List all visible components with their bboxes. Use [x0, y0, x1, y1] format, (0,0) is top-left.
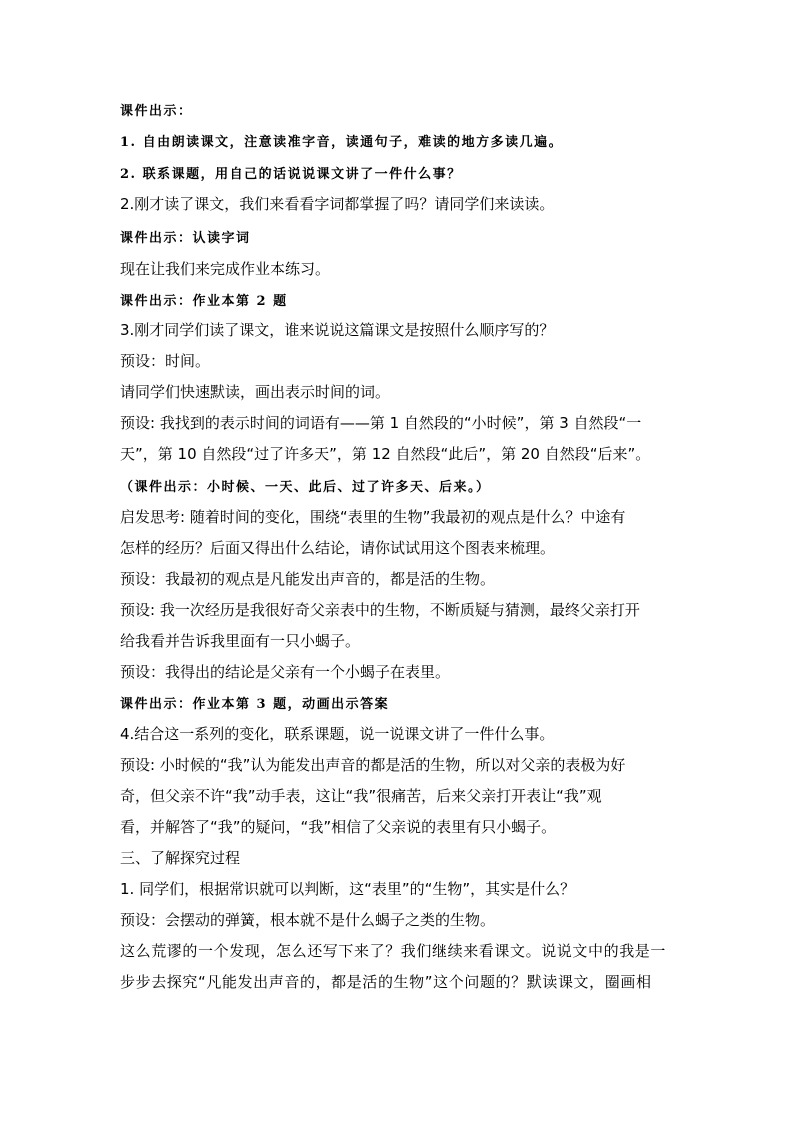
- text-line: 步步去探究“凡能发出声音的，都是活的生物”这个问题的？默读课文，圈画相: [120, 973, 652, 991]
- text-line: 预设：时间。: [120, 352, 211, 370]
- text-line: 预设: 小时候的“我”认为能发出声音的都是活的生物，所以对父亲的表极为好: [120, 756, 626, 774]
- section-heading: 三、了解探究过程: [120, 849, 241, 867]
- text-line: 看，并解答了“我”的疑问，“我”相信了父亲说的表里有只小蝎子。: [120, 818, 557, 836]
- text-line: 启发思考: 随着时间的变化，围绕“表里的生物”我最初的观点是什么？中途有: [120, 508, 626, 526]
- text-line: 现在让我们来完成作业本练习。: [120, 260, 331, 278]
- text-line: 预设：我最初的观点是凡能发出声音的，都是活的生物。: [120, 570, 496, 588]
- text-line: 4.结合这一系列的变化，联系课题，说一说课文讲了一件什么事。: [120, 725, 555, 743]
- text-line: 这么荒谬的一个发现，怎么还写下来了？我们继续来看课文。说说文中的我是一: [120, 942, 667, 960]
- text-line: 预设: 我找到的表示时间的词语有——第 1 自然段的“小时候”，第 3 自然段“一: [120, 414, 642, 432]
- text-line: 怎样的经历？后面又得出什么结论，请你试试用这个图表来梳理。: [120, 539, 556, 557]
- text-line: 课件出示：作业本第 2 题: [120, 294, 288, 309]
- text-line: 课件出示：作业本第 3 题，动画出示答案: [120, 697, 390, 712]
- text-line: 预设: 我一次经历是我很好奇父亲表中的生物，不断质疑与猜测，最终父亲打开: [120, 601, 640, 619]
- text-line: 课件出示：认读字词: [120, 231, 251, 246]
- text-line: 1. 自由朗读课文，注意读准字音，读通句子，难读的地方多读几遍。: [120, 135, 564, 150]
- text-line: 预设：我得出的结论是父亲有一个小蝎子在表里。: [120, 663, 451, 681]
- text-line: 1. 同学们，根据常识就可以判断，这“表里”的“生物”，其实是什么？: [120, 880, 576, 898]
- text-line: 2.刚才读了课文，我们来看看字词都掌握了吗？请同学们来读读。: [120, 195, 555, 213]
- text-line: 课件出示：: [120, 104, 193, 119]
- text-line: 天”，第 10 自然段“过了许多天”，第 12 自然段“此后”，第 20 自然段“后来”。: [120, 445, 651, 463]
- text-line: 2. 联系课题，用自己的话说说课文讲了一件什么事？: [120, 167, 462, 182]
- text-line: 给我看并告诉我里面有一只小蝎子。: [120, 632, 361, 650]
- text-line: 奇，但父亲不许“我”动手表，这让“我”很痛苦，后来父亲打开表让“我”观: [120, 787, 602, 805]
- text-line: 预设：会摆动的弹簧，根本就不是什么蝎子之类的生物。: [120, 911, 496, 929]
- text-line: 3.刚才同学们读了课文，谁来说说这篇课文是按照什么顺序写的？: [120, 321, 555, 339]
- text-line: （课件出示：小时候、一天、此后、过了许多天、后来。）: [120, 480, 491, 495]
- text-line: 请同学们快速默读，画出表示时间的词。: [120, 383, 391, 401]
